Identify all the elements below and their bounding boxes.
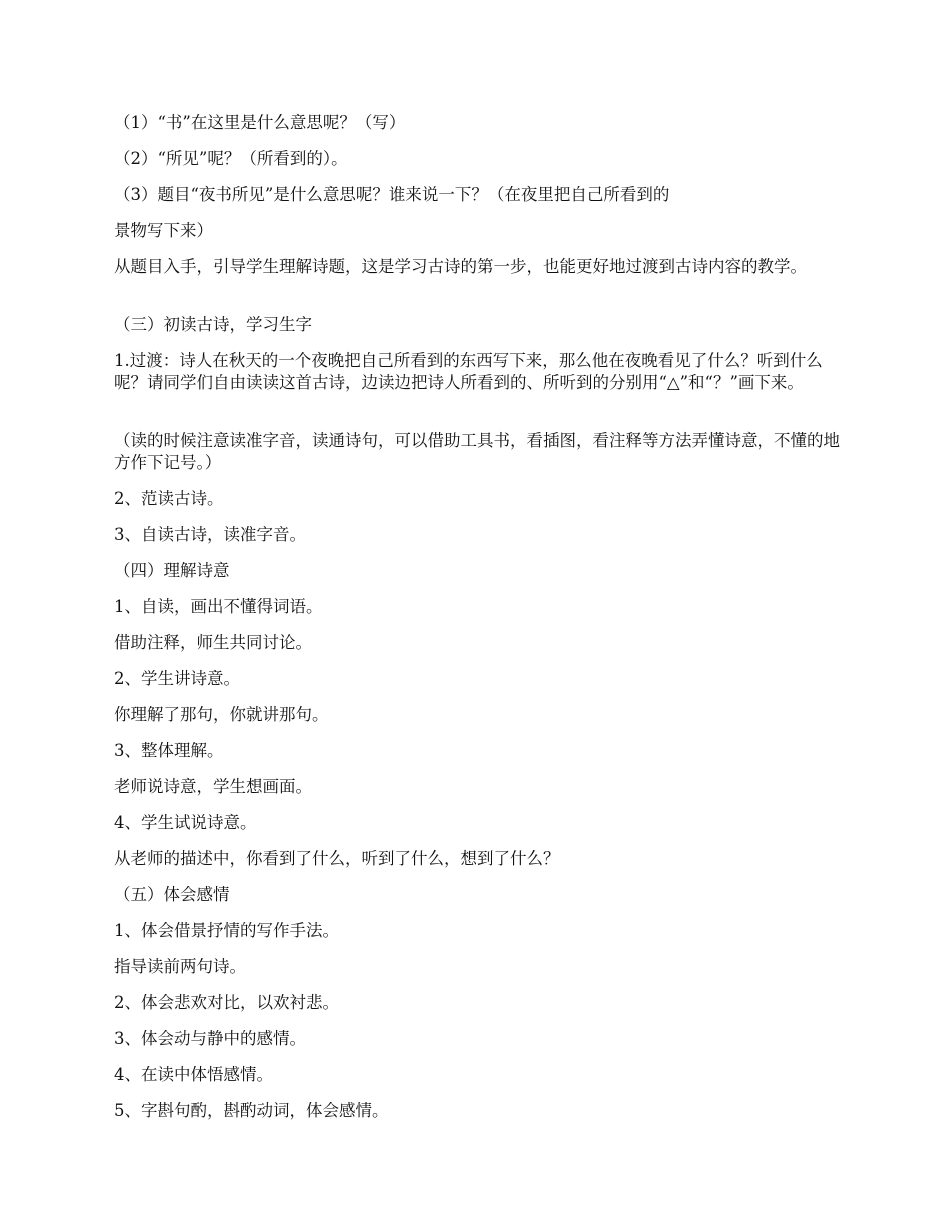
section-heading-3: （三）初读古诗，学习生字	[114, 315, 312, 334]
paragraph-question-3-continued: 景物写下来）	[114, 221, 213, 240]
section-heading-4: （四）理解诗意	[114, 561, 230, 580]
paragraph-reading-note: （读的时候注意读准字音，读通诗句，可以借助工具书，看插图，看注释等方法弄懂诗意，不懂的地方作下记号。）	[114, 431, 840, 472]
list-item-word-choice: 5、字斟句酌，斟酌动词，体会感情。	[114, 1101, 389, 1120]
paragraph-question-2: （2）“所见”呢？（所看到的）。	[114, 149, 348, 168]
list-item-students-explain: 2、学生讲诗意。	[114, 669, 240, 688]
list-item-self-reading: 3、自读古诗，读准字音。	[114, 525, 306, 544]
list-item-overall-understanding: 3、整体理解。	[114, 741, 224, 760]
paragraph-question-1: （1）“书”在这里是什么意思呢？（写）	[114, 113, 406, 132]
section-heading-5: （五）体会感情	[114, 885, 230, 904]
list-item-writing-technique: 1、体会借景抒情的写作手法。	[114, 921, 339, 940]
paragraph-discussion: 借助注释，师生共同讨论。	[114, 633, 312, 652]
paragraph-description-question: 从老师的描述中，你看到了什么，听到了什么，想到了什么？	[114, 849, 560, 868]
paragraph-explain-note: 你理解了那句，你就讲那句。	[114, 705, 329, 724]
list-item-contrast: 2、体会悲欢对比，以欢衬悲。	[114, 993, 339, 1012]
paragraph-transition: 1.过渡：诗人在秋天的一个夜晚把自己所看到的东西写下来，那么他在夜晚看见了什么？听到什么呢？请同学们自由读读这首古诗，边读边把诗人所看到的、所听到的分别用“△”和“？”画下来。	[114, 351, 823, 392]
list-item-mark-words: 1、自读，画出不懂得词语。	[114, 597, 323, 616]
list-item-feel-through-reading: 4、在读中体悟感情。	[114, 1065, 273, 1084]
list-item-try-explain: 4、学生试说诗意。	[114, 813, 257, 832]
paragraph-guided-reading: 指导读前两句诗。	[114, 957, 246, 976]
paragraph-imagine-scene: 老师说诗意，学生想画面。	[114, 777, 312, 796]
list-item-motion-stillness: 3、体会动与静中的感情。	[114, 1029, 306, 1048]
paragraph-title-note: 从题目入手，引导学生理解诗题，这是学习古诗的第一步，也能更好地过渡到古诗内容的教学。	[114, 257, 807, 276]
paragraph-question-3: （3）题目“夜书所见”是什么意思呢？谁来说一下？（在夜里把自己所看到的	[114, 185, 670, 204]
list-item-model-reading: 2、范读古诗。	[114, 489, 224, 508]
